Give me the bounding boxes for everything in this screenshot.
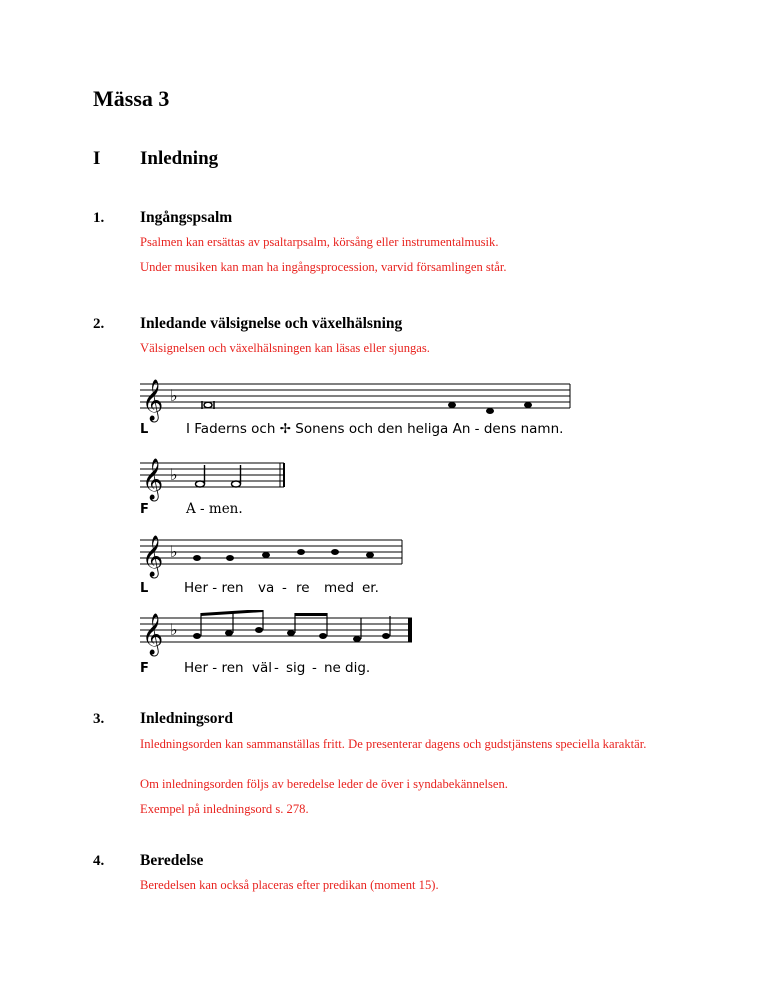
lyric-syllable: - [282, 580, 287, 596]
note [366, 552, 374, 558]
role-label: L [140, 581, 149, 596]
section-2-note-1: Välsignelsen och växelhälsningen kan läsas eller sjungas. [140, 341, 430, 355]
flat-icon: ♭ [170, 542, 178, 561]
section-3-heading: Inledningsord [140, 710, 234, 727]
beam [295, 613, 327, 616]
flat-icon: ♭ [170, 386, 178, 405]
note [226, 555, 234, 561]
section-2-heading: Inledande välsignelse och växelhälsning [140, 315, 403, 332]
lyric-syllable: - [312, 660, 317, 676]
lyric-syllable: va [258, 580, 275, 596]
note [193, 555, 201, 561]
section-1-heading: Ingångspsalm [140, 209, 233, 226]
section-3-note-2: Om inledningsorden följs av beredelse leder de över i syndabekännelsen. [140, 777, 508, 791]
lyric-syllable: Her - ren [184, 660, 244, 676]
music-staff-2 [140, 455, 300, 517]
lyrics: I Faderns och ✢ Sonens och den heliga An - dens namn. [186, 421, 564, 436]
final-barline [408, 618, 412, 642]
section-3-note-1: Inledningsorden kan sammanställas fritt. De presenterar dagens och gudstjänstens speciella karaktär. [140, 737, 647, 751]
lyric-syllable: ne [324, 660, 341, 676]
section-3-note-3: Exempel på inledningsord s. 278. [140, 802, 309, 816]
section-1-note-1: Psalmen kan ersättas av psaltarpsalm, körsång eller instrumentalmusik. [140, 235, 499, 249]
section-1-note-2: Under musiken kan man ha ingångsprocession, varvid församlingen står. [140, 260, 507, 274]
lyric-syllable: - [274, 660, 279, 676]
note [319, 633, 327, 639]
section-4-note-1: Beredelsen kan också placeras efter predikan (moment 15). [140, 878, 439, 892]
music-staff-4 [140, 610, 420, 676]
beam [201, 610, 263, 616]
note [225, 630, 233, 636]
section-4-heading: Beredelse [140, 852, 204, 869]
music-staff-1 [140, 376, 580, 436]
lyric-syllable: re [296, 580, 310, 596]
flat-icon: ♭ [170, 620, 178, 639]
lyric-syllable: Her - ren [184, 580, 244, 596]
note [193, 633, 201, 639]
treble-clef-icon: 𝄞 [142, 380, 164, 421]
note [448, 402, 456, 408]
note [382, 633, 390, 639]
lyric-syllable: väl [252, 660, 273, 676]
section-4-number: 4. [93, 853, 105, 869]
part-title: Inledning [140, 148, 219, 169]
role-label: F [140, 661, 149, 676]
note [255, 627, 263, 633]
section-2-number: 2. [93, 316, 105, 332]
half-note [232, 481, 241, 487]
section-1-number: 1. [93, 210, 105, 226]
note [524, 402, 532, 408]
music-staff-3 [140, 532, 420, 596]
note [297, 549, 305, 555]
note [262, 552, 270, 558]
lyric-syllable: er. [362, 580, 379, 596]
note [486, 408, 494, 414]
treble-clef-icon: 𝄞 [142, 536, 164, 577]
half-note [196, 481, 205, 487]
flat-icon: ♭ [170, 465, 178, 484]
section-3-number: 3. [93, 711, 105, 727]
part-number: I [93, 148, 101, 169]
role-label: L [140, 422, 149, 436]
lyric-syllable: dig. [345, 660, 371, 676]
lyrics: A - men. [186, 501, 243, 517]
note [287, 630, 295, 636]
lyric-syllable: med [324, 580, 355, 596]
treble-clef-icon: 𝄞 [142, 459, 164, 500]
note [353, 636, 361, 642]
treble-clef-icon: 𝄞 [142, 614, 164, 655]
lyric-syllable: sig [286, 660, 306, 676]
note [331, 549, 339, 555]
page-title: Mässa 3 [93, 86, 170, 111]
role-label: F [140, 502, 149, 517]
